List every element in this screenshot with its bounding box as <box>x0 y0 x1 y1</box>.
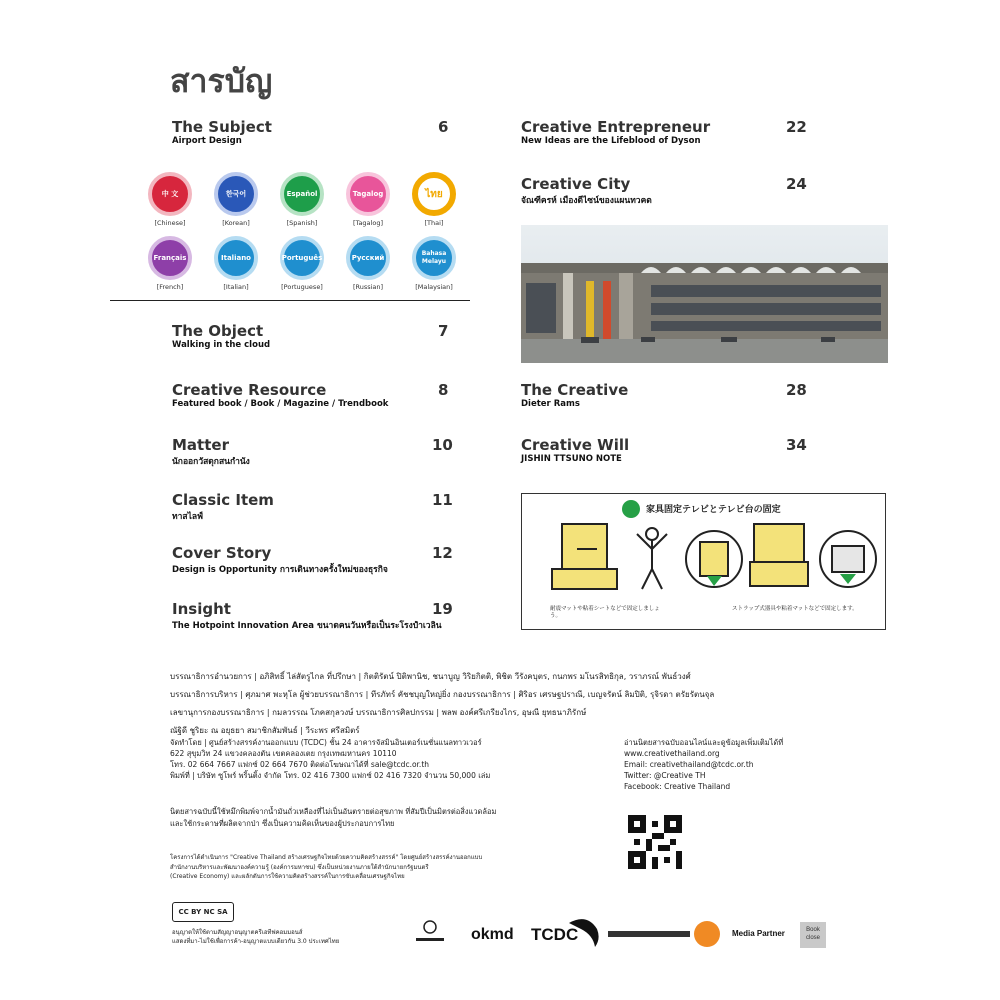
language-caption: [Russian] <box>352 283 384 291</box>
toc-subtitle: Walking in the cloud <box>172 340 271 350</box>
toc-subtitle: Design is Opportunity การเดินทางครั้งใหม่ของธุรกิจ <box>172 565 388 575</box>
notice-line: และใช้กระดาษที่ผลิตจากป่า ซึ่งเป็นความคิดเห็นของผู้ประกอบการไทย <box>170 819 395 828</box>
project-note-line: สำนักงานบริหารและพัฒนาองค์ความรู้ (องค์การมหาชน) ซึ่งเป็นหน่วยงานภายใต้สำนักนายกรัฐมนตรี <box>170 863 429 871</box>
notice-line: นิตยสารฉบับนี้ใช้หมึกพิมพ์จากน้ำมันถั่วเหลืองที่ไม่เป็นอันตรายต่อสุขภาพ ที่สัมปีเป็นมิตรต่อสิ่งแวดล้อม <box>170 807 497 816</box>
toc-subtitle: ทาสไลฟ์ <box>172 512 204 522</box>
book-close-logo: Book close <box>800 922 826 948</box>
tcdc-logo: TCDC <box>531 925 579 944</box>
toc-entry-insight[interactable] <box>172 600 442 632</box>
language-rings <box>140 172 470 297</box>
toc-entry-cover-story[interactable] <box>172 544 388 576</box>
toc-page-number: 22 <box>786 118 807 136</box>
language-badge <box>276 236 328 291</box>
illustration-caption-right: ストラップ式器具や粘着マットなどで固定します。 <box>732 606 858 612</box>
language-caption: [Chinese] <box>154 219 186 227</box>
media-partner-label: Media Partner <box>732 929 785 938</box>
language-caption: [Portuguese] <box>281 283 323 291</box>
language-caption: [Malaysian] <box>415 283 453 291</box>
project-note-line: (Creative Economy) และผลักดันการใช้ความคิดสร้างสรรค์ในการขับเคลื่อนเศรษฐกิจไทย <box>170 873 405 880</box>
toc-subtitle: New Ideas are the Lifeblood of Dyson <box>521 136 701 146</box>
page-title: สารบัญ <box>170 62 273 100</box>
toc-entry-classic-item[interactable] <box>172 491 274 523</box>
toc-entry-the-object[interactable] <box>172 322 270 350</box>
toc-subtitle: นักออกวัสดุกสนกำนัง <box>172 457 250 467</box>
city-building-photo <box>521 225 888 363</box>
toc-entry-the-creative[interactable] <box>521 381 628 409</box>
thai-ministry-logo <box>410 918 450 946</box>
toc-title: Creative City <box>521 175 631 193</box>
toc-entry-creative-resource[interactable] <box>172 381 388 409</box>
illustration-title: 家具固定テレビとテレビ台の固定 <box>646 505 781 515</box>
toc-page-number: 6 <box>438 118 449 136</box>
okmd-logo: okmd <box>471 926 514 943</box>
toc-entry-creative-entrepreneur[interactable] <box>521 118 710 146</box>
toc-page-number: 28 <box>786 381 807 399</box>
ring-portuguese: Português <box>280 236 324 280</box>
license-text <box>172 928 339 946</box>
address-line: พิมพ์ที่ | บริษัท ซูโพร์ พริ้นติ้ง จำกัด โทร. 02 416 7300 แฟกซ์ 02 416 7320 จำนวน 50,000 เล่ม <box>170 771 491 780</box>
tcdc-swoosh-icon <box>567 915 603 949</box>
partner-wordmark-logo <box>608 931 690 937</box>
illustration-caption-left: 耐震マットや粘着シートなどで固定しましょう。 <box>550 606 660 619</box>
orange-circle-logo <box>694 921 720 947</box>
language-caption: [Spanish] <box>286 219 318 227</box>
address-line: จัดทำโดย | ศูนย์สร้างสรรค์งานออกแบบ (TCDC) ชั้น 24 อาคารจัสมินอินเตอร์เนชั่นแนลทาวเวอร์ <box>170 738 482 747</box>
toc-subtitle: JISHIN TTSUNO NOTE <box>521 454 622 464</box>
toc-entry-the-subject[interactable] <box>172 118 272 146</box>
project-note-line: โครงการได้ดำเนินการ "Creative Thailand สร้างเศรษฐกิจไทยด้วยความคิดสร้างสรรค์" โดยศูนย์สร้างสรรค์งานออกแบบ <box>170 854 483 861</box>
earthquake-illustration <box>521 493 886 630</box>
language-badge <box>210 236 262 291</box>
toc-subtitle: Dieter Rams <box>521 399 580 409</box>
facebook-link[interactable]: Facebook: Creative Thailand <box>624 782 731 791</box>
toc-title: Creative Resource <box>172 381 327 399</box>
language-badge <box>408 172 460 227</box>
ring-french: Français <box>148 236 192 280</box>
license-line: อนุญาตให้ใช้ตามสัญญาอนุญาตครีเอทีฟคอมมอนส์ <box>172 929 303 936</box>
language-caption: [Korean] <box>222 219 250 227</box>
toc-page-number: 19 <box>432 600 453 618</box>
cc-license-icon[interactable]: CC BY NC SA <box>172 902 234 922</box>
twitter-link[interactable]: Twitter: @Creative TH <box>624 771 706 780</box>
toc-page-number: 34 <box>786 436 807 454</box>
language-badge <box>144 236 196 291</box>
language-badge <box>408 236 460 291</box>
language-badge <box>342 172 394 227</box>
toc-entry-creative-will[interactable] <box>521 436 629 464</box>
toc-subtitle: The Hotpoint Innovation Area ขนาดคนวันหรือเป็นระโรงปำเวลิน <box>172 621 442 631</box>
credits-line: เลขานุการกองบรรณาธิการ | กมลวรรณ โภคสกุลวงษ์ บรรณาธิการศิลปกรรม | พลพ องค์ศรีเกรียงไกร, อุษณี ยุทธนาภิรักษ์ <box>170 708 587 717</box>
ring-russian: Русский <box>346 236 390 280</box>
toc-page-number: 12 <box>432 544 453 562</box>
ring-korean: 한국어 <box>214 172 258 216</box>
ring-tagalog: Tagalog <box>346 172 390 216</box>
divider-line <box>110 300 470 301</box>
language-badge <box>144 172 196 227</box>
address-line: 622 สุขุมวิท 24 แขวงคลองตัน เขตคลองเตย กรุงเทพมหานคร 10110 <box>170 749 397 758</box>
credits-line: บรรณาธิการบริหาร | ศุภมาศ พะหุโล ผู้ช่วยบรรณาธิการ | ทีรภัทร์ คัชชบุญใหญ่ยิ่ง กองบรรณาธิการ | ศิริอร เศรษฐปราณี, เบญจรัตน์ ลิมปิติ, รุจิรดา ตรัยรัตนจุล <box>170 690 715 699</box>
toc-title: Creative Entrepreneur <box>521 118 711 136</box>
qr-code-icon[interactable] <box>628 815 682 869</box>
toc-title: Cover Story <box>172 544 272 562</box>
website-link[interactable]: www.creativethailand.org <box>624 749 720 758</box>
language-badge <box>276 172 328 227</box>
ring-chinese: 中 文 <box>148 172 192 216</box>
license-line: แสดงที่มา-ไม่ใช้เพื่อการค้า-อนุญาตแบบเดียวกัน 3.0 ประเทศไทย <box>172 938 340 945</box>
toc-page-number: 10 <box>432 436 453 454</box>
toc-title: Matter <box>172 436 229 454</box>
toc-page-number: 7 <box>438 322 449 340</box>
email-link[interactable]: Email: creativethailand@tcdc.or.th <box>624 760 754 769</box>
toc-subtitle: Featured book / Book / Magazine / Trendbook <box>172 399 389 409</box>
address-line: โทร. 02 664 7667 แฟกซ์ 02 664 7670 ติดต่อโฆษณาได้ที่ sale@tcdc.or.th <box>170 760 430 769</box>
eco-notice <box>170 806 620 830</box>
toc-page-number: 11 <box>432 491 453 509</box>
ring-thai: ไทย <box>412 172 456 216</box>
toc-title: Insight <box>172 600 231 618</box>
furniture-fixing-drawing <box>522 514 885 609</box>
toc-subtitle: Airport Design <box>172 136 242 146</box>
ring-italian: Italiano <box>214 236 258 280</box>
ring-malaysian: Bahasa Melayu <box>412 236 456 280</box>
credits-line: ณัฐิดี ชูริยะ ณ อยุธยา สมาชิกสัมพันธ์ | วีระพร ศรีสมิตร์ <box>170 726 360 735</box>
toc-entry-creative-city[interactable] <box>521 175 652 207</box>
language-caption: [Thai] <box>424 219 444 227</box>
language-badge <box>210 172 262 227</box>
toc-entry-matter[interactable] <box>172 436 250 468</box>
toc-title: The Creative <box>521 381 629 399</box>
project-note <box>170 853 620 882</box>
contact-block <box>624 737 783 792</box>
toc-page-number: 8 <box>438 381 449 399</box>
language-badge <box>342 236 394 291</box>
toc-title: Creative Will <box>521 436 630 454</box>
ring-spanish: Español <box>280 172 324 216</box>
credits-line: บรรณาธิการอำนวยการ | อภิสิทธิ์ ไล่สัตรูไกล ที่ปรึกษา | กิตติรัตน์ ปิติพานิช, ชนาบูญ วิริยกิตติ, พิชิต วีรังคบุตร, กนกพร มโนรสิทธิกุล, วราภรณ์ พันธ์วงศ์ <box>170 672 691 681</box>
publisher-address <box>170 737 610 781</box>
language-caption: [Italian] <box>223 283 249 291</box>
toc-title: The Object <box>172 322 264 340</box>
language-caption: [Tagalog] <box>353 219 383 227</box>
contact-line: อ่านนิตยสารฉบับออนไลน์และดูข้อมูลเพิ่มเติมได้ที่ <box>624 738 784 747</box>
toc-page-number: 24 <box>786 175 807 193</box>
toc-subtitle: จัณฑีครห์ เมืองดีไซน์ของแผนทวคต <box>521 196 652 206</box>
toc-title: The Subject <box>172 118 272 136</box>
toc-title: Classic Item <box>172 491 274 509</box>
language-caption: [French] <box>156 283 184 291</box>
credits-block <box>170 670 820 742</box>
